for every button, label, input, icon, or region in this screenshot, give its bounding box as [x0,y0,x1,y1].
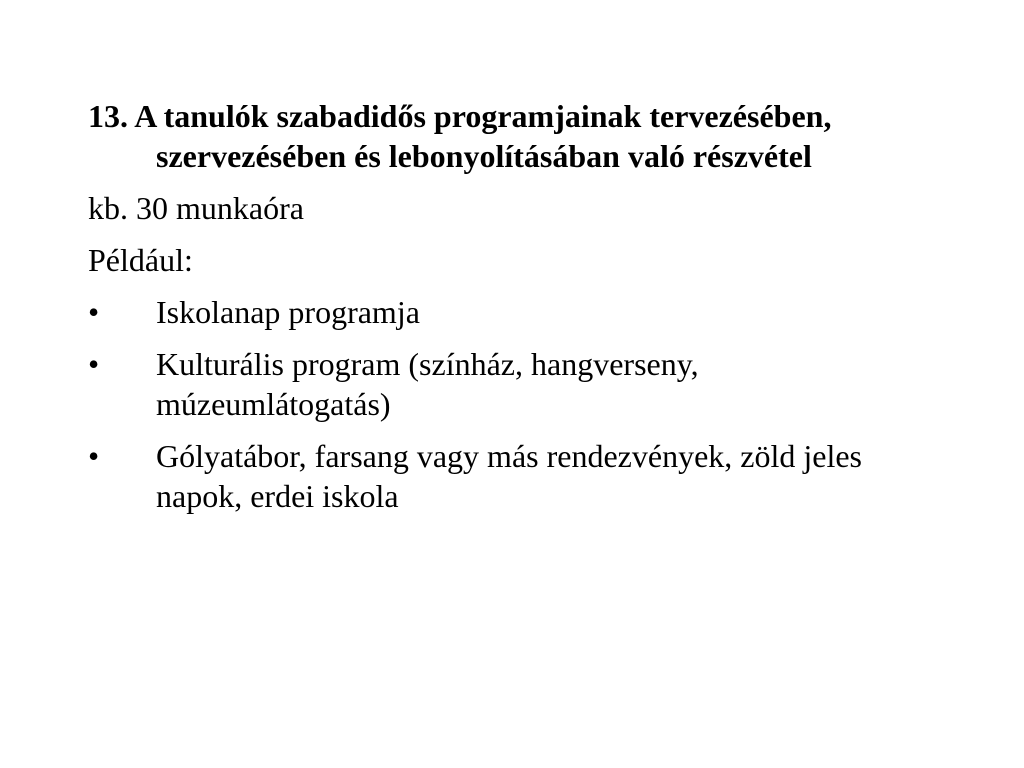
slide-content [88,96,948,528]
bullet-list [88,292,948,516]
hours-text: kb. 30 munkaóra [88,190,304,226]
bullet-icon: • [88,438,100,474]
list-item-text: Iskolanap programja [156,294,420,330]
bullet-icon: • [88,346,100,382]
list-item [88,344,916,424]
list-item-text: Gólyatábor, farsang vagy más rendezvények, zöld jeles napok, erdei iskola [156,438,862,514]
list-item-text: Kulturális program (színház, hangverseny, múzeumlátogatás) [156,346,699,422]
example-label: Például: [88,242,193,278]
list-item [88,436,916,516]
bullet-icon: • [88,294,100,330]
list-item [88,292,916,332]
slide-heading: 13. A tanulók szabadidős programjainak tervezésében, szervezésében és lebonyolításában való részvétel [88,98,832,174]
